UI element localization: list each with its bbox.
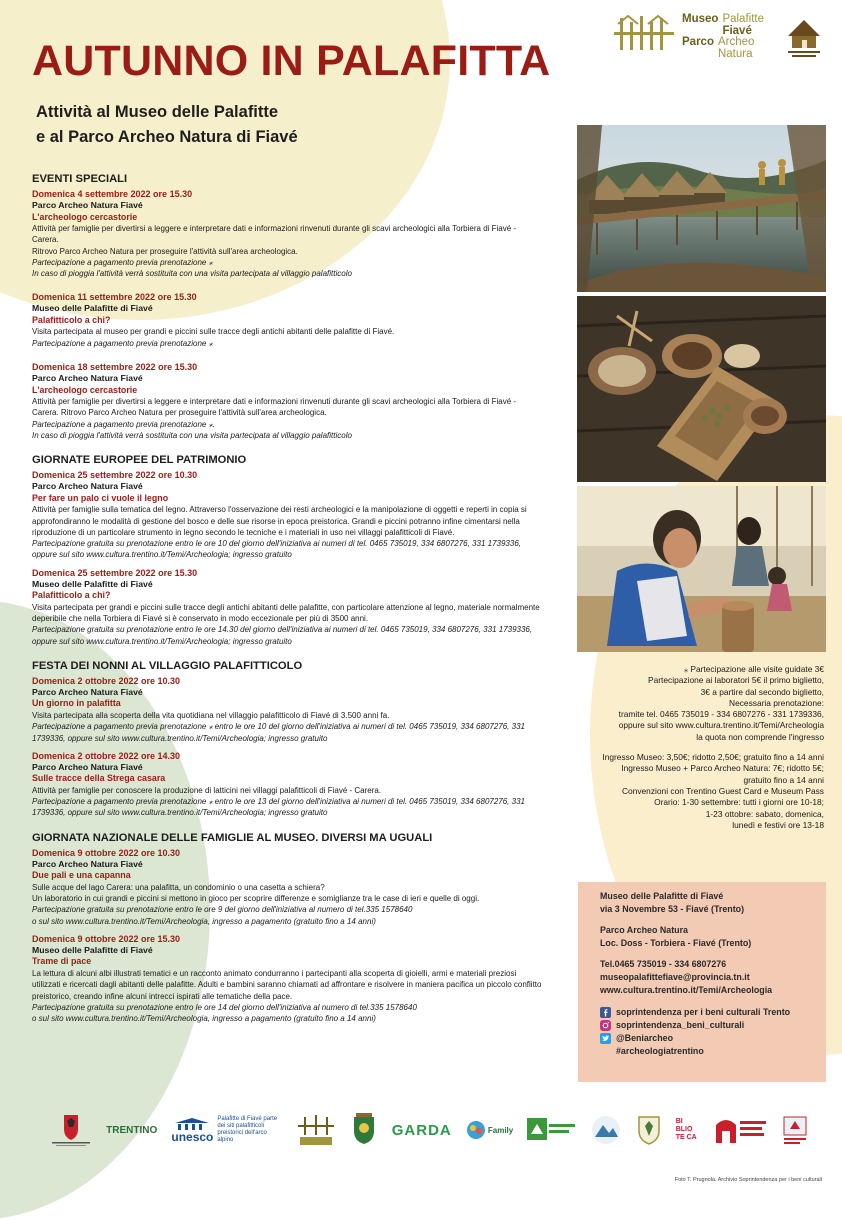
contact-website-link[interactable]: www.cultura.trentino.it/Temi/Archeologia: [600, 985, 773, 995]
event-note: Partecipazione gratuita su prenotazione entro le ore 9 del giorno dell'iniziativa al numero di tel.335 1578640: [32, 905, 413, 915]
event-item: [32, 567, 544, 647]
event-section: [32, 172, 544, 441]
event-name: Palafitticolo a chi?: [32, 314, 111, 325]
contact-park-location: Loc. Doss - Torbiera - Fiavé (Trento): [600, 938, 752, 948]
facebook-icon: [600, 1007, 612, 1018]
anniversary-emblem-icon: [784, 14, 824, 60]
event-date: Domenica 2 ottobre 2022 ore 10.30: [32, 675, 181, 686]
section-heading: FESTA DEI NONNI AL VILLAGGIO PALAFITTICOLO: [32, 659, 303, 672]
trentino-wordmark: TRENTINO: [106, 1124, 158, 1136]
info-line: Partecipazione ai laboratori 5€ il primo biglietto,: [648, 675, 824, 686]
event-description: Attività per famiglie per divertirsi a leggere e interpretare dati e informazioni rinvenuti durante gli scavi archeologici alla Torbiera di Fiavé - Carera.: [32, 224, 517, 245]
trentino-logo: [106, 1113, 157, 1147]
event-item: [32, 675, 544, 744]
facebook-link[interactable]: [600, 1006, 816, 1019]
unesco-caption: Palafitte di Fiavé parte dei siti palafitticoli preistorici dell'arco alpino: [217, 1116, 278, 1143]
event-name: Un giorno in palafitta: [32, 698, 121, 709]
event-date: Domenica 9 ottobre 2022 ore 10.30: [32, 847, 181, 858]
children-workshop-photo: [577, 486, 826, 652]
museum-logo: [614, 14, 824, 60]
event-item: [32, 361, 544, 441]
province-coat-of-arms-logo: [50, 1113, 92, 1147]
event-note: In caso di pioggia l'attività verrà sostituita con una visita partecipata al villaggio palafitticolo: [32, 430, 352, 440]
twitter-icon: [600, 1033, 612, 1044]
logo-word: Natura: [717, 47, 753, 60]
prehistoric-tools-photo: [577, 296, 826, 482]
logo-word: Museo: [682, 13, 719, 25]
info-line: 3€ a partire dal secondo biglietto,: [700, 686, 824, 697]
event-description: Visita partecipata per grandi e piccini sulle tracce degli antichi abitanti delle palafitte, con particolare attenzione al legno, materiale normalmente deperibile che nella Torbiera di Fiavé si è conservato in modo eccezionale per più di 3500 anni.: [32, 602, 540, 624]
family-network-icon: [527, 1116, 577, 1144]
event-date: Domenica 18 settembre 2022 ore 15.30: [32, 362, 198, 373]
event-place: Museo delle Palafitte di Fiavé: [32, 578, 153, 589]
info-line: la quota non comprende l'ingresso: [696, 731, 824, 742]
event-description: Ritrovo Parco Archeo Natura per proseguire l'attività sull'area archeologica.: [32, 246, 298, 256]
event-date: Domenica 4 settembre 2022 ore 15.30: [32, 189, 193, 199]
logo-wordmark: [682, 14, 764, 60]
instagram-link[interactable]: [600, 1019, 816, 1032]
event-note: Partecipazione a pagamento previa prenotazione ⁎: [32, 257, 213, 267]
regional-flag-icon: [782, 1115, 810, 1145]
event-description: Visita partecipata al museo per grandi e piccini sulle tracce degli antichi abitanti delle palafitte di Fiavé.: [32, 327, 395, 337]
info-line: Ingresso Museo + Parco Archeo Natura: 7€; ridotto 5€;: [621, 763, 824, 774]
event-date: Domenica 11 settembre 2022 ore 15.30: [32, 292, 197, 303]
unesco-logo: [171, 1113, 281, 1147]
unesco-wordmark: unesco: [171, 1129, 214, 1144]
info-line: Orario: 1-30 settembre: tutti i giorni ore 10-18;: [654, 797, 824, 808]
event-date: Domenica 25 settembre 2022 ore 15.30: [32, 567, 198, 578]
event-name: L'archeologo cercastorie: [32, 211, 138, 222]
events-column: [32, 172, 544, 1030]
event-place: Parco Archeo Natura Fiavé: [32, 686, 143, 697]
logo-word: Archeo: [717, 36, 755, 48]
event-name: Palafitticolo a chi?: [32, 590, 111, 601]
event-section: [32, 659, 544, 819]
garda-logo: [392, 1113, 452, 1147]
event-name: Sulle tracce della Strega casara: [32, 773, 166, 784]
twitter-label: @Beniarcheo: [616, 1033, 673, 1043]
event-note: In caso di pioggia l'attività verrà sostituita con una visita partecipata al villaggio palafitticolo: [32, 269, 352, 279]
event-section: [32, 453, 544, 647]
biblioteca-wordmark: BI BLIO TE CA: [675, 1118, 697, 1141]
event-description: Un laboratorio in cui grandi e piccini si mettono in gioco per scoprire differenze e somiglianze tra le case di ieri e quelle di oggi.: [32, 894, 480, 904]
event-note: Partecipazione a pagamento previa prenotazione ⁎: [32, 338, 213, 348]
contact-museum: Museo delle Palafitte di Fiavé: [600, 891, 724, 901]
family-wordmark: Family: [487, 1125, 514, 1135]
info-line: oppure sul sito www.cultura.trentino.it/Temi/Archeologia: [618, 720, 824, 731]
event-item: [32, 188, 544, 279]
event-item: [32, 933, 544, 1024]
event-place: Parco Archeo Natura Fiavé: [32, 481, 143, 492]
hashtag: [600, 1045, 816, 1058]
event-note: Partecipazione a pagamento previa prenotazione ⁎ entro le ore 13 del giorno dell'iniziativa ai numeri di tel. 0465 735019, 334 6807276, 331 1739336, oppure sul sito www.cultura.trentino.it/Temi/Archeologia; ingresso gratuito: [32, 797, 525, 818]
mountain-icon: [591, 1115, 621, 1145]
palafitte-small-icon: [296, 1113, 336, 1147]
regional-flag-logo: [782, 1113, 810, 1147]
event-description: La lettura di alcuni albi illustrati tematici e un racconto animato condurranno i partecipanti alla scoperta di gioielli, armi e materiali preziosi utilizzati e ricercati dagli abitanti delle palafitte. Adulti e bambini saranno chiamati ad affrontare e risolvere in maniera pacifica un piccolo conflitto preistorico, creando infine alcuni intrecci ispirati alle tematiche della pace.: [32, 968, 542, 1001]
library-network-logo: [714, 1113, 768, 1147]
pile-dwelling-village-photo: [577, 125, 826, 292]
event-date: Domenica 25 settembre 2022 ore 10.30: [32, 470, 198, 481]
contact-park: Parco Archeo Natura: [600, 925, 688, 935]
contact-phone: Tel.0465 735019 - 334 6807276: [600, 959, 727, 969]
event-date: Domenica 2 ottobre 2022 ore 14.30: [32, 750, 181, 761]
event-date: Domenica 9 ottobre 2022 ore 15.30: [32, 933, 181, 944]
contact-email-link[interactable]: museopalafittefiave@provincia.tn.it: [600, 972, 750, 982]
event-note: Partecipazione gratuita su prenotazione entro le ore 10 del giorno dell'iniziativa ai numeri di tel. 0465 735019, 334 6807276, 331 1739336, oppure sul sito www.cultura.trentino.it/Temi/Archeologia; ingresso gratuito: [32, 539, 521, 560]
poster-title: AUTUNNO IN PALAFITTA: [32, 37, 551, 85]
event-place: Parco Archeo Natura Fiavé: [32, 858, 143, 869]
section-heading: EVENTI SPECIALI: [32, 173, 128, 185]
event-place: Parco Archeo Natura Fiavé: [32, 761, 143, 772]
family-network-logo: [527, 1113, 577, 1147]
event-name: Due pali e una capanna: [32, 870, 131, 881]
event-name: Per fare un palo ci vuole il legno: [32, 492, 169, 503]
municipality-crest-logo: [350, 1113, 378, 1147]
instagram-icon: [600, 1020, 612, 1031]
event-note: Partecipazione gratuita su prenotazione entro le ore 14.30 del giorno dell'iniziativa ai numeri di tel. 0465 735019, 334 6807276, 331 1739336, oppure sul sito www.cultura.trentino.it/Temi/Archeologia; ingresso gratuito: [32, 625, 533, 646]
section-heading: GIORNATA NAZIONALE DELLE FAMIGLIE AL MUSEO. DIVERSI MA UGUALI: [32, 831, 433, 844]
event-description: Attività per famiglie per divertirsi a leggere e interpretare dati e informazioni rinvenuti durante gli scavi archeologici alla Torbiera di Fiavé - Carera. Ritrovo Parco Archeo Natura per proseguire l'attività sull'area archeologica.: [32, 397, 517, 418]
subtitle-line: Attività al Museo delle Palafitte: [36, 103, 279, 121]
event-item: [32, 291, 544, 349]
hashtag-label: #archeologiatrentino: [616, 1046, 704, 1056]
family-logo: [466, 1113, 513, 1147]
info-line: ⁎ Partecipazione alle visite guidate 3€: [683, 664, 824, 674]
event-item: [32, 750, 544, 819]
contact-address: via 3 Novembre 53 - Fiavé (Trento): [600, 904, 745, 914]
poster-subtitle: [36, 100, 298, 150]
event-item: [32, 469, 544, 560]
family-icon: [466, 1120, 486, 1140]
shield-icon: [636, 1114, 662, 1146]
event-note: o sul sito www.cultura.trentino.it/Temi/Archeologia, ingresso a pagamento (gratuito fino a 14 anni): [32, 916, 376, 926]
event-note: Partecipazione gratuita su prenotazione entro le ore 14 del giorno dell'iniziativa al numero di tel.335 1578640: [32, 1002, 417, 1012]
photo-column: [577, 125, 826, 656]
event-note: Partecipazione a pagamento previa prenotazione ⁎ entro le ore 10 del giorno dell'iniziativa ai numeri di tel. 0465 735019, 334 6807276, 331 1739336, oppure sul sito www.cultura.trentino.it/Temi/Archeologia; ingresso gratuito: [32, 722, 525, 743]
unesco-temple-icon: [173, 1117, 211, 1131]
event-item: [32, 847, 544, 927]
logo-word: Parco: [682, 36, 714, 48]
event-description: Sulle acque del lago Carera: una palafitta, un condominio o una casetta a schiera?: [32, 882, 325, 892]
event-name: L'archeologo cercastorie: [32, 384, 138, 395]
info-line: tramite tel. 0465 735019 - 334 6807276 - 331 1739336,: [618, 709, 824, 720]
info-line: Ingresso Museo: 3,50€; ridotto 2,50€; gratuito fino a 14 anni: [602, 752, 824, 763]
event-place: Parco Archeo Natura Fiavé: [32, 200, 143, 210]
event-note: o sul sito www.cultura.trentino.it/Temi/Archeologia, ingresso a pagamento (gratuito fino a 14 anni): [32, 1014, 376, 1024]
shield-logo: [636, 1113, 662, 1147]
palafitte-logo-icon: [614, 14, 674, 54]
info-line: Necessaria prenotazione:: [729, 697, 824, 708]
event-section: [32, 831, 544, 1025]
instagram-label: soprintendenza_beni_culturali: [616, 1020, 745, 1030]
event-description: Attività per famiglie sulla tematica del legno. Attraverso l'osservazione dei resti archeologici e la manipolazione di oggetti e reperti in copia si approfondiranno le modalità di gestione del bosco e delle sue risorse in epoca preistorica. Grandi e piccini potranno infine cimentarsi nella riproduzione di un particolare strumento in legno secondo le tecniche e i materiali in uso nei villaggi palafitticoli di Fiavé.: [32, 505, 527, 537]
info-line: Convenzioni con Trentino Guest Card e Museum Pass: [621, 785, 824, 796]
municipality-crest-icon: [350, 1113, 378, 1147]
event-name: Trame di pace: [32, 956, 92, 967]
mountain-logo: [591, 1113, 621, 1147]
partner-logos-bar: [50, 1113, 810, 1147]
biblioteca-logo: [676, 1113, 700, 1147]
event-description: Visita partecipata alla scoperta della vita quotidiana nel villaggio palafitticolo di Fiavé di 3.500 anni fa.: [32, 710, 390, 720]
garda-wordmark: GARDA: [391, 1121, 452, 1139]
logo-word: Fiavé: [722, 24, 752, 37]
info-line: gratuito fino a 14 anni: [743, 774, 824, 785]
logo-word: Palafitte: [722, 13, 764, 25]
pricing-info: [566, 664, 824, 831]
event-place: Parco Archeo Natura Fiavé: [32, 373, 143, 384]
section-heading: GIORNATE EUROPEE DEL PATRIMONIO: [32, 454, 247, 467]
info-line: lunedì e festivi ore 13-18: [732, 819, 824, 830]
event-place: Museo delle Palafitte di Fiavé: [32, 944, 153, 955]
event-description: Attività per famiglie per conoscere la produzione di latticini nei villaggi palafitticoli di Fiavé - Carera.: [32, 785, 382, 795]
coat-of-arms-icon: [50, 1113, 92, 1147]
subtitle-line: e al Parco Archeo Natura di Fiavé: [36, 128, 298, 146]
palafitte-small-logo: [296, 1113, 336, 1147]
library-network-icon: [714, 1115, 768, 1145]
twitter-link[interactable]: [600, 1032, 816, 1045]
event-note: Partecipazione a pagamento previa prenotazione ⁎.: [32, 419, 215, 429]
info-line: 1-23 ottobre: sabato, domenica,: [705, 808, 824, 819]
photo-credit: Foto T. Prugnola. Archivio Soprintendenza per i beni culturali: [674, 1177, 822, 1183]
contact-box: [578, 882, 826, 1082]
event-place: Museo delle Palafitte di Fiavé: [32, 303, 153, 314]
facebook-label: soprintendenza per i beni culturali Trento: [616, 1007, 791, 1017]
